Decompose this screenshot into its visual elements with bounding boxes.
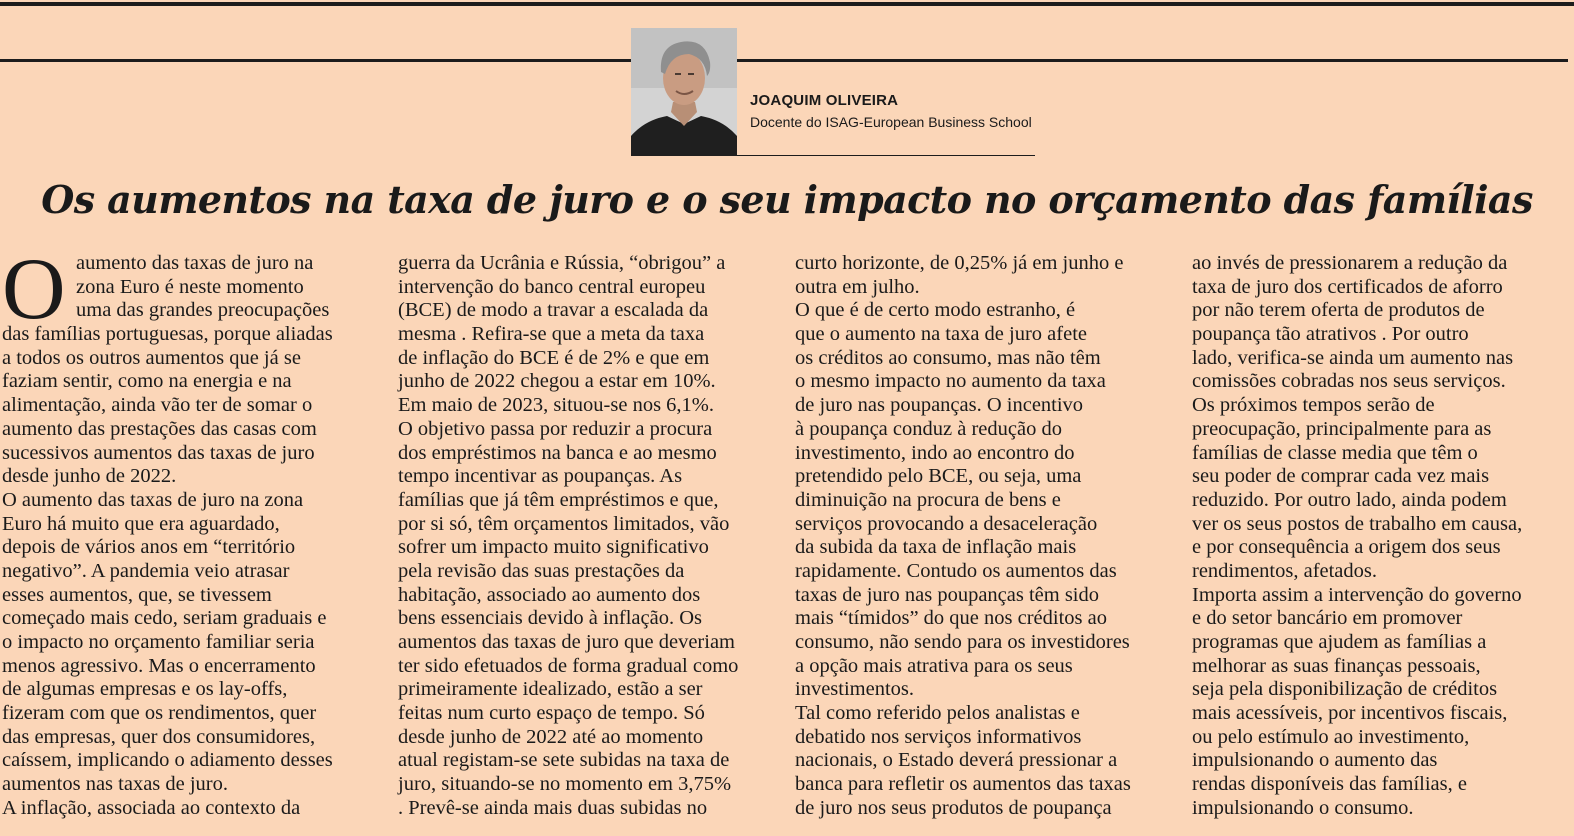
text-line: famílias que já têm empréstimos e que,	[398, 488, 719, 511]
text-line: comissões cobradas nos seus serviços.	[1192, 370, 1506, 393]
text-line: Em maio de 2023, situou-se nos 6,1%.	[398, 394, 715, 417]
author-role: Docente do ISAG-European Business School	[750, 114, 1032, 130]
text-line: menos agressivo. Mas o encerramento	[2, 654, 316, 677]
text-line: impulsionando o consumo.	[1192, 796, 1414, 819]
text-line: A inflação, associada ao contexto da	[2, 796, 301, 819]
text-line: ao invés de pressionarem a redução da	[1192, 252, 1508, 274]
text-line: aumentos das taxas de juro que deveriam	[398, 631, 735, 653]
text-line: de juro nas poupanças. O incentivo	[795, 394, 1084, 417]
text-line: lado, verifica-se ainda um aumento nas	[1192, 346, 1514, 369]
text-line: nacionais, o Estado deverá pressionar a	[795, 749, 1118, 772]
text-line: pela revisão das suas prestações da	[398, 559, 685, 582]
text-line: mais “tímidos” do que nos créditos ao	[795, 607, 1107, 630]
text-line: famílias de classe media que têm o	[1192, 441, 1478, 464]
text-line: Os próximos tempos serão de	[1192, 394, 1435, 417]
text-line: a opção mais atrativa para os seus	[795, 654, 1073, 677]
text-line: rendimentos, afetados.	[1192, 559, 1378, 582]
author-photo	[631, 28, 737, 156]
text-line: depois de vários anos em “território	[2, 536, 296, 559]
text-line: de inflação do BCE é de 2% e que em	[398, 346, 710, 369]
text-line: O aumento das taxas de juro na zona	[2, 488, 304, 511]
text-line: guerra da Ucrânia e Rússia, “obrigou” a	[398, 252, 726, 274]
text-line: aumento das taxas de juro na	[76, 252, 314, 274]
text-line: zona Euro é neste momento	[76, 275, 304, 298]
text-line: à poupança conduz à redução do	[795, 417, 1062, 440]
text-line: O objetivo passa por reduzir a procura	[398, 417, 713, 440]
text-line: feitas num curto espaço de tempo. Só	[398, 702, 705, 725]
text-line: os créditos ao consumo, mas não têm	[795, 346, 1101, 369]
text-line: a todos os outros aumentos que já se	[2, 346, 301, 369]
text-line: fizeram com que os rendimentos, quer	[2, 702, 317, 725]
text-line: uma das grandes preocupações	[76, 299, 330, 322]
text-line: curto horizonte, de 0,25% já em junho e	[795, 252, 1124, 274]
text-line: impulsionando o aumento das	[1192, 749, 1438, 772]
text-line: preocupação, principalmente para as	[1192, 417, 1492, 440]
text-line: ver os seus postos de trabalho em causa,	[1192, 512, 1523, 535]
text-line: dos empréstimos na banca e ao mesmo	[398, 441, 717, 464]
text-line: intervenção do banco central europeu	[398, 275, 706, 298]
article-column-3	[795, 252, 1169, 821]
text-line: e do setor bancário em promover	[1192, 607, 1463, 630]
text-line: o mesmo impacto no aumento da taxa	[795, 370, 1106, 393]
text-line: mesma . Refira-se que a meta da taxa	[398, 323, 705, 346]
text-line: sofrer um impacto muito significativo	[398, 536, 709, 559]
text-line: o impacto no orçamento familiar seria	[2, 631, 315, 653]
text-line: O que é de certo modo estranho, é	[795, 299, 1076, 322]
text-line: pretendido pelo BCE, ou seja, uma	[795, 465, 1082, 488]
text-line: diminuição na procura de bens e	[795, 488, 1061, 511]
text-line: reduzido. Por outro lado, ainda podem	[1192, 488, 1507, 511]
text-line: taxa de juro dos certificados de aforro	[1192, 275, 1503, 298]
text-line: . Prevê-se ainda mais duas subidas no	[398, 796, 708, 819]
text-line: Tal como referido pelos analistas e	[795, 702, 1080, 725]
text-line: melhorar as suas finanças pessoais,	[1192, 654, 1481, 677]
text-line: serviços provocando a desaceleração	[795, 512, 1098, 535]
text-line: por si só, têm orçamentos limitados, vão	[398, 512, 730, 535]
text-line: primeiramente idealizado, estão a ser	[398, 678, 703, 701]
text-line: caíssem, implicando o adiamento desses	[2, 749, 333, 772]
text-line: mais acessíveis, por incentivos fiscais,	[1192, 702, 1508, 725]
top-rule	[0, 2, 1574, 6]
text-line: investimentos.	[795, 678, 915, 701]
text-line: seu poder de comprar cada vez mais	[1192, 465, 1490, 488]
text-line: aumentos nas taxas de juro.	[2, 773, 229, 796]
text-line: da subida da taxa de inflação mais	[795, 536, 1077, 559]
text-line: bens essenciais devido à inflação. Os	[398, 607, 702, 630]
author-rule	[737, 155, 1035, 156]
text-line: desde junho de 2022.	[2, 465, 177, 488]
article-column-4	[1192, 252, 1566, 821]
text-line: aumento das prestações das casas com	[2, 417, 317, 440]
text-line: investimento, indo ao encontro do	[795, 441, 1075, 464]
text-line: sucessivos aumentos das taxas de juro	[2, 441, 315, 464]
text-line: habitação, associado ao aumento dos	[398, 583, 701, 606]
text-line: outra em julho.	[795, 275, 920, 298]
text-line: atual registam-se sete subidas na taxa de	[398, 749, 730, 772]
text-line: de juro nos seus produtos de poupança	[795, 796, 1112, 819]
author-name: JOAQUIM OLIVEIRA	[750, 92, 899, 109]
drop-cap: O	[2, 241, 66, 338]
text-line: faziam sentir, como na energia e na	[2, 370, 292, 393]
text-line: seja pela disponibilização de créditos	[1192, 678, 1498, 701]
text-line: poupança tão atrativos . Por outro	[1192, 323, 1469, 346]
text-line: debatido nos serviços informativos	[795, 725, 1082, 748]
text-line: começado mais cedo, seriam graduais e	[2, 607, 327, 630]
text-line: esses aumentos, que, se tivessem	[2, 583, 272, 606]
text-line: de algumas empresas e os lay-offs,	[2, 678, 288, 701]
text-line: que o aumento na taxa de juro afete	[795, 323, 1087, 346]
article-column-2	[398, 252, 772, 821]
text-line: desde junho de 2022 até ao momento	[398, 725, 704, 748]
author-portrait-icon	[631, 28, 737, 156]
text-line: das empresas, quer dos consumidores,	[2, 725, 316, 748]
text-line: taxas de juro nas poupanças têm sido	[795, 583, 1100, 606]
text-line: programas que ajudem as famílias a	[1192, 631, 1487, 653]
text-line: ter sido efetuados de forma gradual como	[398, 654, 739, 677]
text-line: das famílias portuguesas, porque aliadas	[2, 323, 333, 346]
header-rule	[0, 59, 1568, 62]
text-line: negativo”. A pandemia veio atrasar	[2, 559, 290, 582]
text-line: Importa assim a intervenção do governo	[1192, 583, 1522, 606]
text-line: consumo, não sendo para os investidores	[795, 631, 1130, 653]
text-line: Euro há muito que era aguardado,	[2, 512, 280, 535]
text-line: por não terem oferta de produtos de	[1192, 299, 1485, 322]
text-line: rendas disponíveis das famílias, e	[1192, 773, 1467, 796]
article-headline: Os aumentos na taxa de juro e o seu impacto no orçamento das famílias	[41, 177, 1533, 222]
text-line: juro, situando-se no momento em 3,75%	[398, 773, 732, 796]
text-line: e por consequência a origem dos seus	[1192, 536, 1501, 559]
article-column-1	[2, 241, 376, 821]
text-line: junho de 2022 chegou a estar em 10%.	[398, 370, 716, 393]
text-line: rapidamente. Contudo os aumentos das	[795, 559, 1117, 582]
text-line: banca para refletir os aumentos das taxas	[795, 773, 1131, 796]
text-line: tempo incentivar as poupanças. As	[398, 465, 683, 488]
text-line: alimentação, ainda vão ter de somar o	[2, 394, 313, 417]
text-line: (BCE) de modo a travar a escalada da	[398, 299, 709, 322]
text-line: ou pelo estímulo ao investimento,	[1192, 725, 1470, 748]
